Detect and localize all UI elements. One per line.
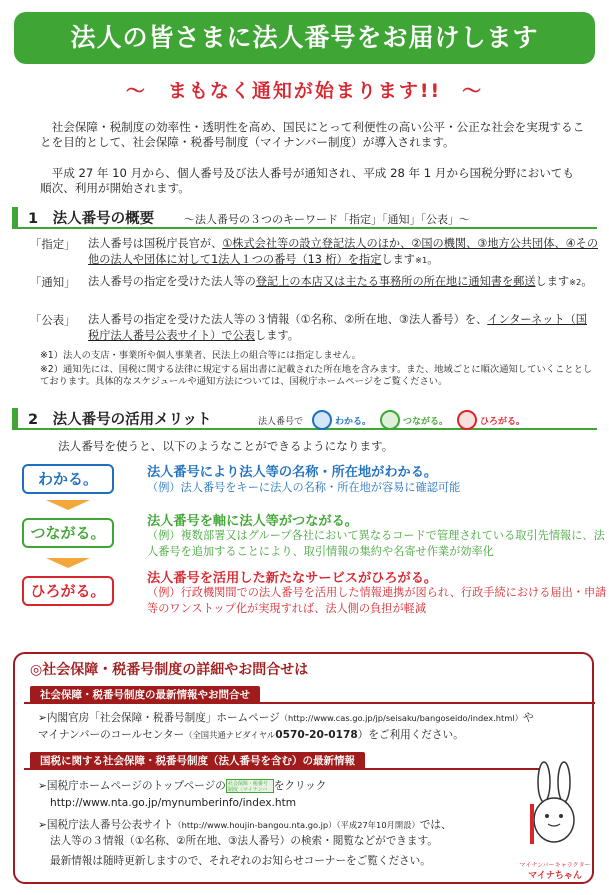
mascot-name: マイナちゃん — [528, 871, 582, 881]
subtitle: ～ まもなく通知が始まります!! ～ — [125, 80, 484, 102]
term-kohyo: 「公表」 — [30, 313, 76, 327]
badge-tsunagaru: つながる。 — [403, 416, 449, 427]
section-marker — [12, 207, 18, 227]
merit-2-headline: 法人番号を軸に法人等がつながる。 — [147, 514, 358, 529]
mynumber-banner-link[interactable]: 社会保障・税番号制度〈マイナンバ — [226, 779, 274, 793]
intro-paragraph-1: 社会保障・税制度の効率性・透明性を高め、国民にとって利便性の高い公平・公正な社会を実現することを目的として、社会保障・税番号制度（マイナンバー制度）が導入されます。 — [40, 120, 585, 149]
intro-paragraph-2: 平成 27 年 10 月から、個人番号及び法人番号が通知され、平成 28 年 1 月から国税分野においても順次、利用が開始されます。 — [40, 166, 574, 195]
mascot-caption: マイナンバーキャラクター — [519, 862, 591, 869]
merit-3-headline: 法人番号を活用した新たなサービスがひろがる。 — [147, 571, 438, 586]
lightbulb-icon — [312, 410, 332, 430]
section-1-heading — [12, 205, 597, 229]
merit-1-example: （例）法人番号をキーに法人の名称・所在地が容易に確認可能 — [147, 481, 461, 494]
label-tsunagaru: つながる。 — [22, 518, 114, 548]
down-arrow-icon — [46, 558, 90, 568]
merit-2-example: （例）複数部署又はグループ各社において異なるコードで管理されている取引先情報に、法人番号を追加することにより、取引情報の集約や名寄せ作業が効率化 — [147, 529, 605, 558]
down-arrow-icon — [46, 500, 90, 510]
contact-cas-line: ➢内閣官房「社会保障・税番号制度」ホームページ（http://www.cas.go.jp/jp/seisaku/bangoseido/index.html）や — [38, 712, 534, 724]
broadcast-icon — [457, 410, 477, 430]
mynachan-mascot-icon — [522, 760, 586, 860]
merit-3-example: （例）行政機関間での法人番号を活用した情報連携が図られ、行政手続における届出・申請等のワンストップ化が実現すれば、法人側の負担が軽減 — [147, 586, 607, 615]
label-wakaru: わかる。 — [22, 464, 114, 494]
divider — [24, 768, 539, 770]
term-shitei-definition: 法人番号は国税庁長官が、①株式会社等の設立登記法人のほか、②国の機関、③地方公共団体、④その他の法人や団体に対して1法人１つの番号（13 桁）を指定します※1。 — [88, 237, 599, 266]
section-2-title: 2 法人番号の活用メリット — [28, 412, 212, 428]
houjin-url-link[interactable]: （http://www.houjin-bangou.nta.go.jp）（平成27年10月開設） — [173, 820, 420, 830]
label-hirogaru: ひろがる。 — [22, 576, 114, 606]
nta-mynumber-url[interactable]: http://www.nta.go.jp/mynumberinfo/index.htm — [50, 797, 297, 809]
handshake-icon — [380, 410, 400, 430]
section-marker — [12, 408, 18, 428]
contact-callcenter-line: マイナンバーのコールセンター（全国共通ナビダイヤル0570-20-0178）をご利用ください。 — [38, 729, 464, 741]
term-kohyo-definition: 法人番号の指定を受けた法人等の３情報（①名称、②所在地、③法人番号）を、インターネット（国税庁法人番号公表サイト）で公表します。 — [88, 313, 587, 342]
contact-title: ◎社会保障・税番号制度の詳細やお問合せは — [30, 662, 309, 678]
term-tsuchi-definition: 法人番号の指定を受けた法人等の登記上の本店又は主たる事務所の所在地に通知書を郵送します※2。 — [88, 275, 593, 288]
merit-1-headline: 法人番号により法人等の名称・所在地がわかる。 — [147, 465, 438, 480]
term-shitei: 「指定」 — [30, 237, 76, 251]
badge-wakaru: わかる。 — [335, 416, 372, 427]
merit-badges — [258, 410, 525, 430]
badge-prefix: 法人番号で — [258, 416, 304, 427]
nta-homepage-line: ➢国税庁ホームページのトップページの 社会保障・税番号制度〈マイナンバ をクリック — [38, 780, 327, 793]
page-title: 法人の皆さまに法人番号をお届けします — [14, 12, 595, 64]
houjin-site-line: ➢国税庁法人番号公表サイト（http://www.houjin-bangou.nta.go.jp）（平成27年10月開設）では、 — [38, 819, 452, 831]
section-1-keywords: ～法人番号の３つのキーワード「指定」「通知」「公表」～ — [184, 213, 470, 226]
footnote-2: ※2）通知先には、国税に関する法律に規定する届出書に記載された所在地を含みます。また、地域ごとに順次通知していくこととしております。具体的なスケジュールや通知方法については、国税庁ホームページをご覧ください。 — [40, 364, 593, 387]
badge-hirogaru: ひろがる。 — [480, 416, 526, 427]
divider — [24, 702, 595, 704]
contact-box1-header: 社会保障・税番号制度の最新情報やお問合せ — [30, 686, 260, 704]
cas-url-link[interactable]: （http://www.cas.go.jp/jp/seisaku/bangoseido/index.html） — [279, 713, 523, 723]
update-notice: 最新情報は随時更新しますので、それぞれのお知らせコーナーをご覧ください。 — [50, 855, 431, 867]
contact-box2-header: 国税に関する社会保障・税番号制度（法人番号を含む）の最新情報 — [30, 752, 365, 770]
term-tsuchi: 「通知」 — [30, 275, 76, 289]
section-1-title: 1 法人番号の概要 — [28, 211, 155, 227]
section-2-intro: 法人番号を使うと、以下のようなことができるようになります。 — [58, 439, 394, 453]
footnote-1: ※1）法人の支店・事業所や個人事業者、民法上の組合等には指定しません。 — [40, 350, 362, 361]
section-2-heading — [12, 406, 597, 430]
houjin-site-description: 法人等の３情報（①名称、②所在地、③法人番号）の検索・閲覧などができます。 — [50, 835, 438, 847]
